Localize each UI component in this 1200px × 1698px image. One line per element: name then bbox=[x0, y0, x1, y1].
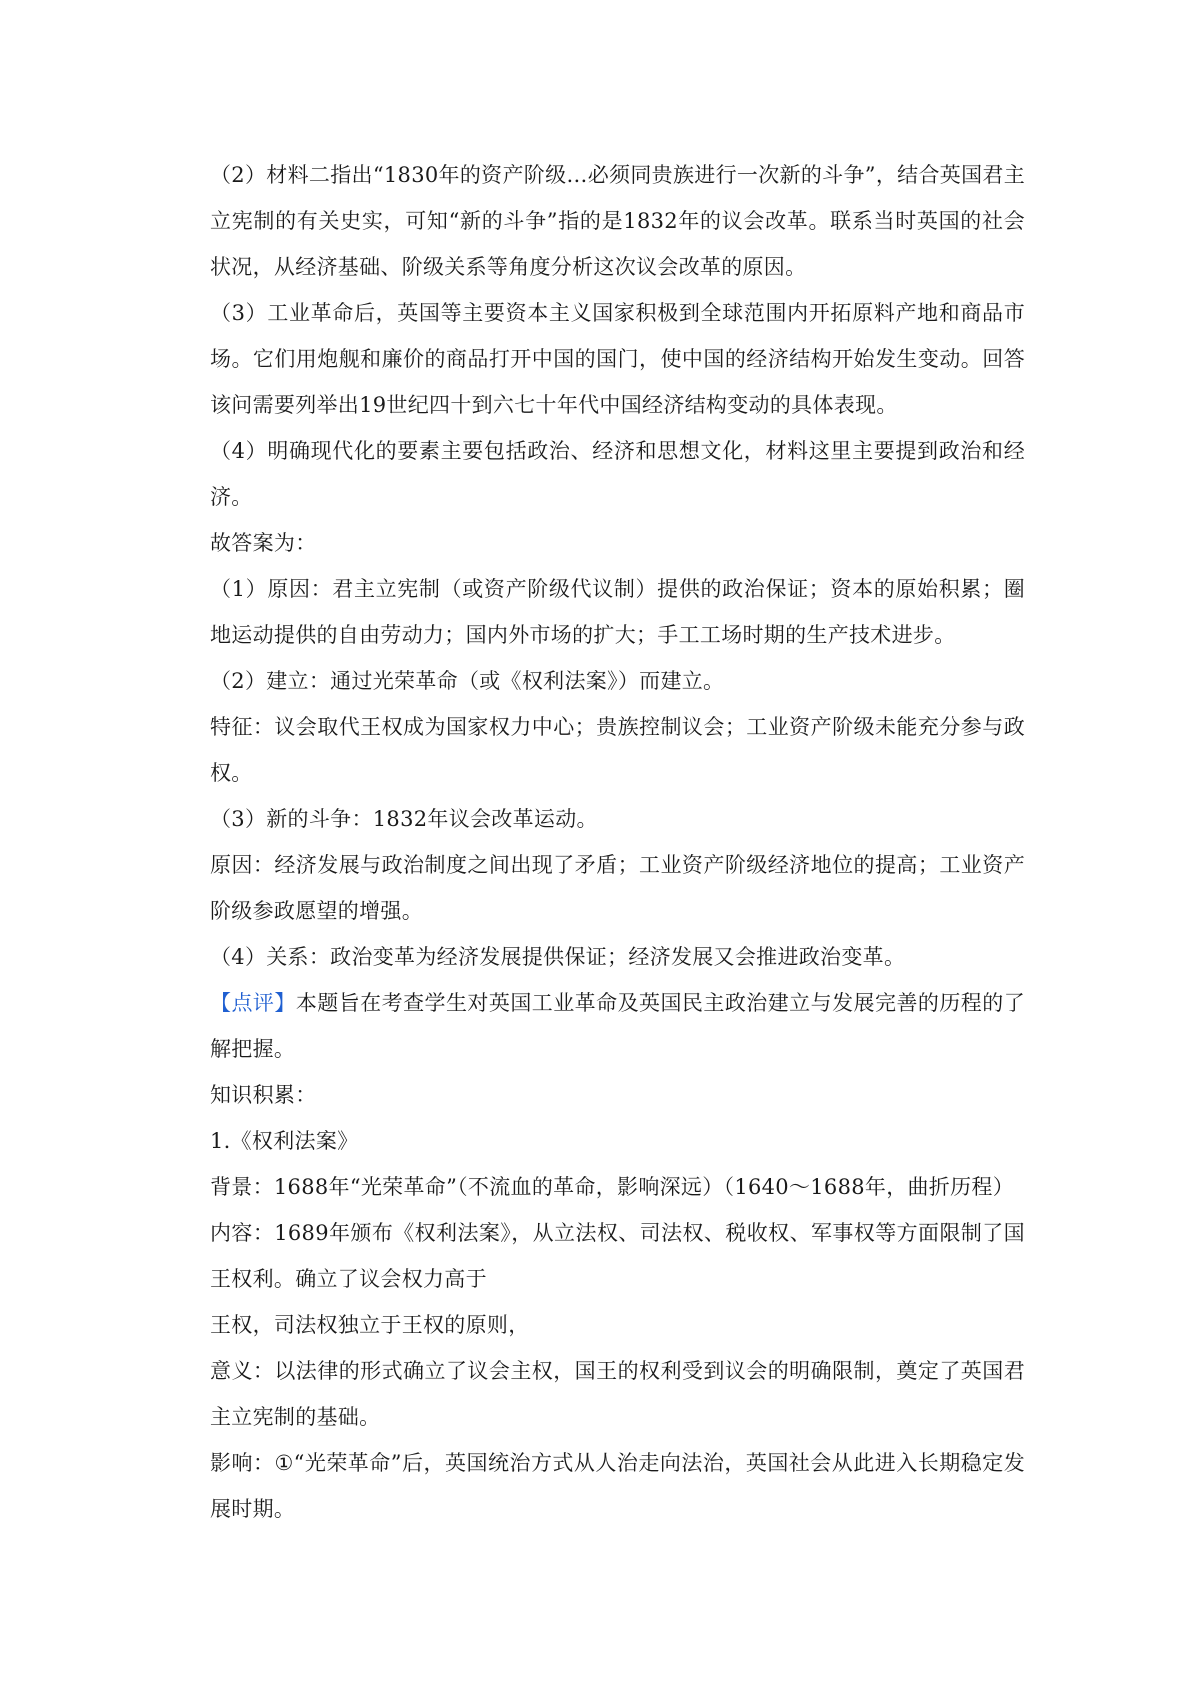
comment-text: 本题旨在考查学生对英国工业革命及英国民主政治建立与发展完善的历程的了解把握。 bbox=[210, 991, 1025, 1061]
bill-heading: 1.《权利法案》 bbox=[210, 1129, 359, 1153]
impact-paragraph bbox=[210, 1440, 1025, 1532]
bill-content-line-2: 王权，司法权独立于王权的原则， bbox=[210, 1313, 530, 1337]
document-body bbox=[210, 152, 1025, 1532]
comment-paragraph bbox=[210, 980, 1025, 1072]
answer-intro: 故答案为： bbox=[210, 531, 317, 555]
bill-background: 背景：1688年“光荣革命”（不流血的革命，影响深远）（1640～1688年，曲折历程） bbox=[210, 1175, 1014, 1199]
circled-number-one-marker: ① bbox=[274, 1451, 294, 1475]
answer-3-reason: 原因：经济发展与政治制度之间出现了矛盾；工业资产阶级经济地位的提高；工业资产阶级参政愿望的增强。 bbox=[210, 853, 1025, 923]
impact-prefix: 影响： bbox=[210, 1451, 275, 1475]
bill-significance: 意义：以法律的形式确立了议会主权，国王的权利受到议会的明确限制，奠定了英国君主立宪制的基础。 bbox=[210, 1359, 1025, 1429]
answer-2-establish: （2）建立：通过光荣革命（或《权利法案》）而建立。 bbox=[210, 669, 725, 693]
bill-content-line-1: 内容：1689年颁布《权利法案》，从立法权、司法权、税收权、军事权等方面限制了国王权利。确立了议会权力高于 bbox=[210, 1221, 1025, 1291]
comment-tag: 【点评】 bbox=[210, 991, 296, 1015]
q3-analysis-paragraph: （3）工业革命后，英国等主要资本主义国家积极到全球范围内开拓原料产地和商品市场。它们用炮舰和廉价的商品打开中国的国门，使中国的经济结构开始发生变动。回答该问需要列举出19世纪四十到六七十年代中国经济结构变动的具体表现。 bbox=[210, 301, 1025, 417]
q2-analysis-paragraph: （2）材料二指出“1830年的资产阶级…必须同贵族进行一次新的斗争”，结合英国君主立宪制的有关史实，可知“新的斗争”指的是1832年的议会改革。联系当时英国的社会状况，从经济基础、阶级关系等角度分析这次议会改革的原因。 bbox=[210, 163, 1025, 279]
answer-1-paragraph: （1）原因：君主立宪制（或资产阶级代议制）提供的政治保证；资本的原始积累；圈地运动提供的自由劳动力；国内外市场的扩大；手工工场时期的生产技术进步。 bbox=[210, 577, 1025, 647]
answer-4-paragraph: （4）关系：政治变革为经济发展提供保证；经济发展又会推进政治变革。 bbox=[210, 945, 906, 969]
answer-3-struggle: （3）新的斗争：1832年议会改革运动。 bbox=[210, 807, 598, 831]
q4-analysis-paragraph: （4）明确现代化的要素主要包括政治、经济和思想文化，材料这里主要提到政治和经济。 bbox=[210, 439, 1025, 509]
answer-2-feature: 特征：议会取代王权成为国家权力中心；贵族控制议会；工业资产阶级未能充分参与政权。 bbox=[210, 715, 1025, 785]
impact-text: “光荣革命”后，英国统治方式从人治走向法治，英国社会从此进入长期稳定发展时期。 bbox=[210, 1451, 1025, 1521]
knowledge-title: 知识积累： bbox=[210, 1083, 317, 1107]
